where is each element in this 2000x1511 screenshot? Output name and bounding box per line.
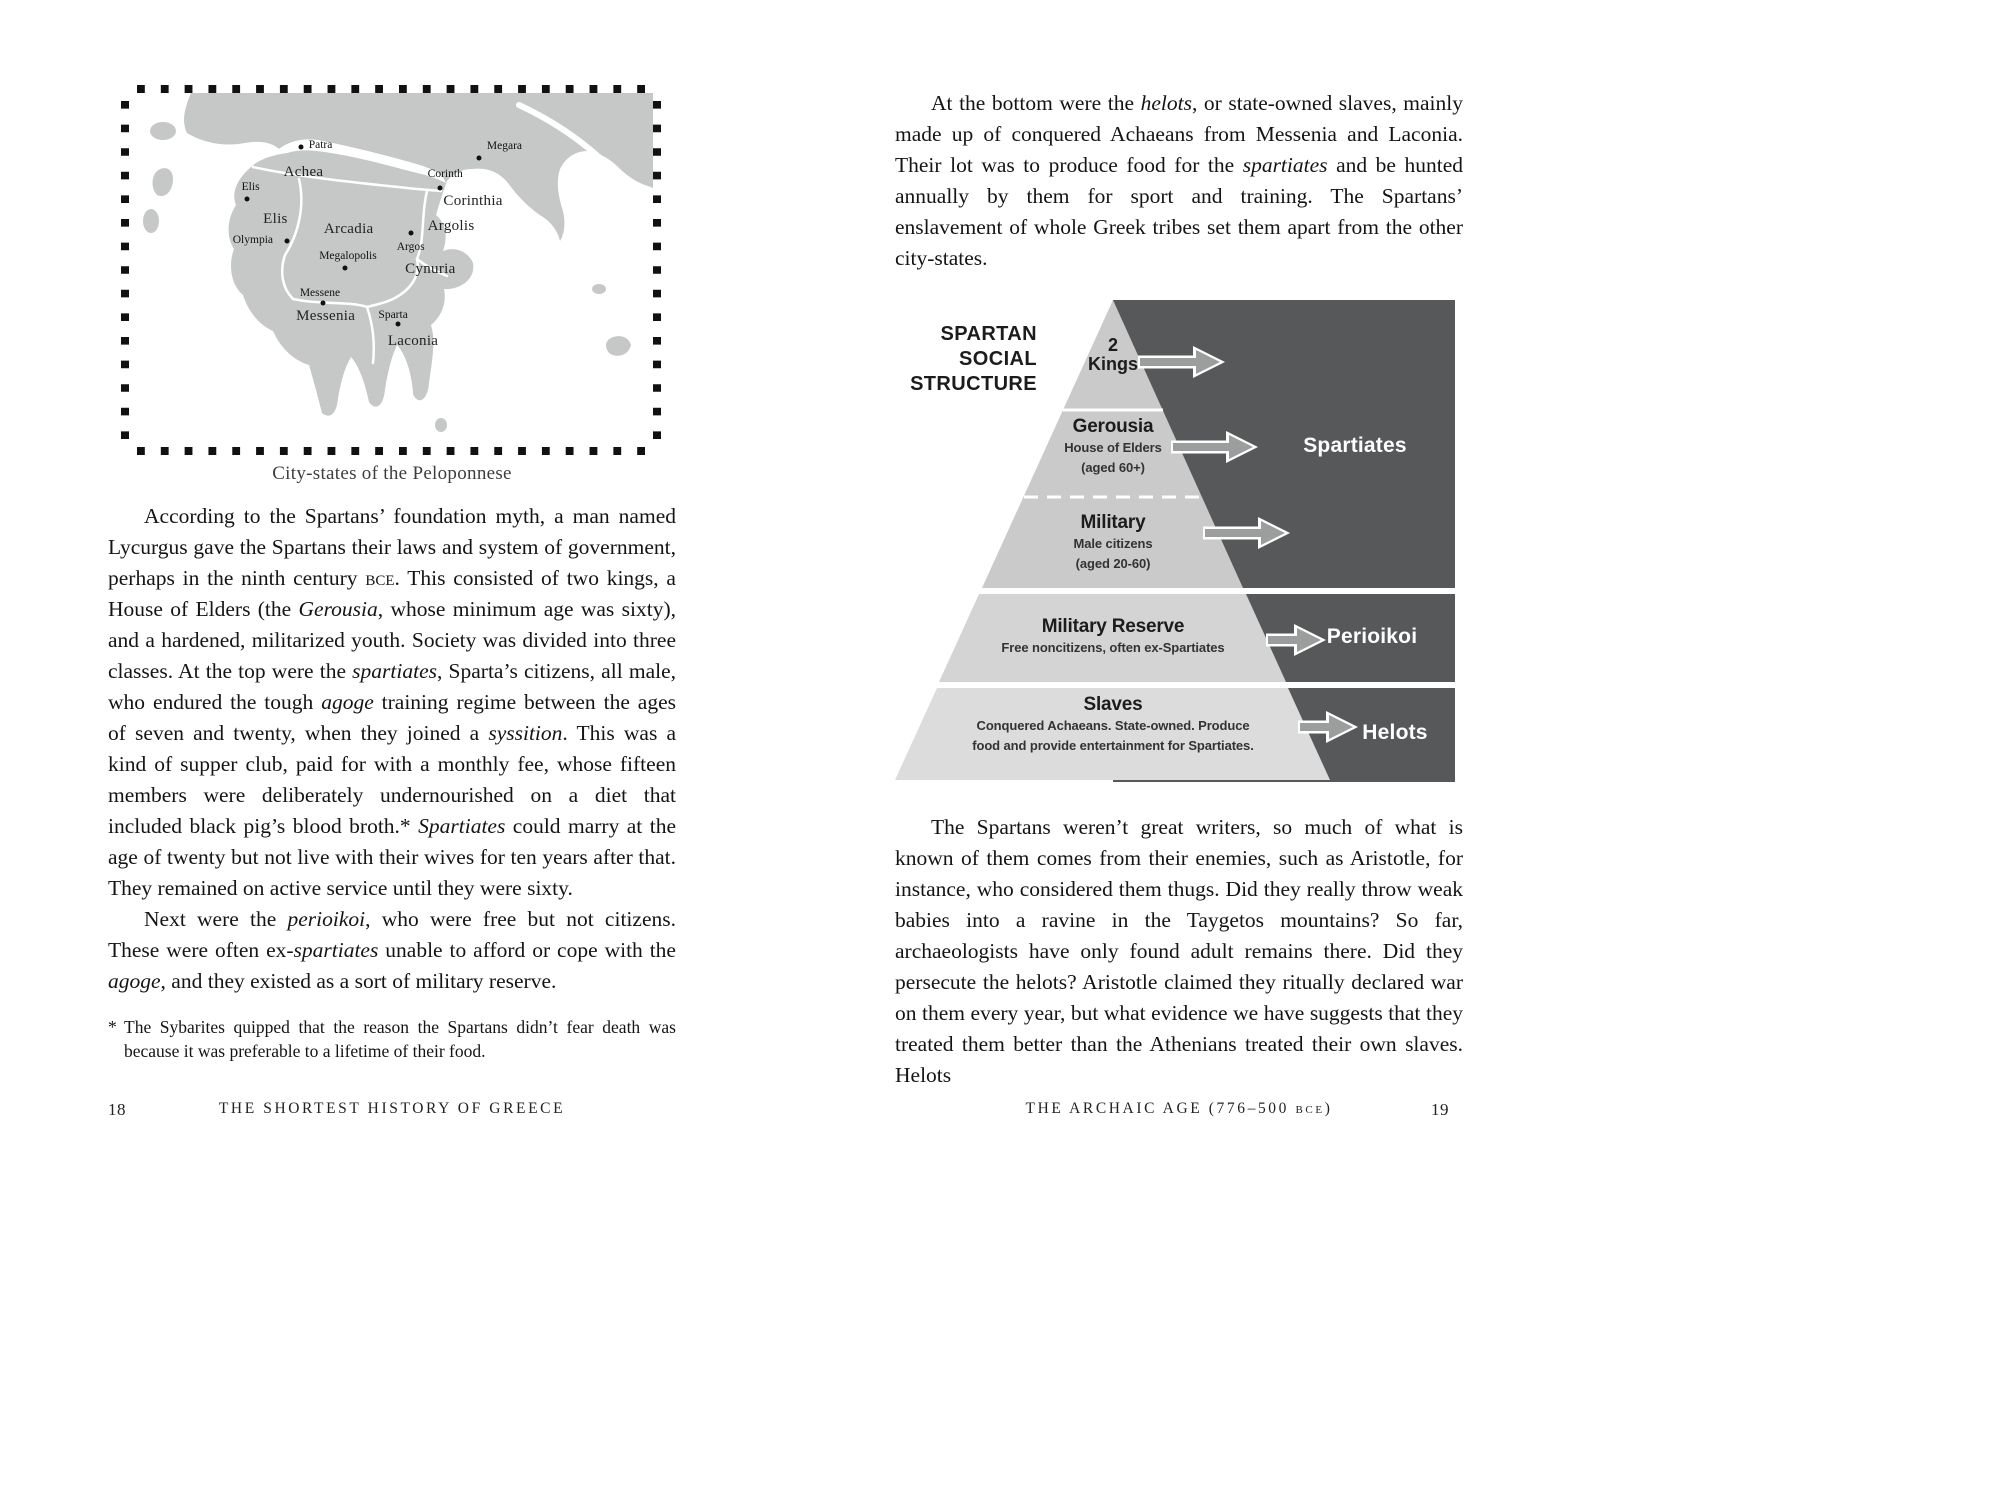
map-city-dot (437, 185, 442, 190)
italic-term: Spartiates (418, 814, 506, 838)
italic-term: spartiates (1242, 153, 1328, 177)
left-page (108, 0, 676, 1063)
map-region-label: Elis (263, 210, 288, 227)
level-military-reserve: Military Reserve Free noncitizens, often ex-Spartiates (1001, 616, 1225, 655)
footnote: * The Sybarites quipped that the reason the Spartans didn’t fear death was because it was preferable to a lifetime of their food. (108, 1017, 676, 1061)
side-label-spartiates: Spartiates (1303, 434, 1407, 457)
small-caps-term: bce (365, 566, 395, 590)
map-figure (121, 85, 661, 455)
body-paragraph: Next were the perioikoi, who were free but not citizens. These were often ex-spartiates unable to afford or cope with the agoge, and they existed as a sort of military reserve. (108, 907, 676, 993)
map-city-label: Elis (241, 180, 260, 193)
map-region-label: Arcadia (323, 221, 374, 238)
level-gerousia: Gerousia House of Elders (aged 60+) (1064, 416, 1162, 475)
map-city-label: Megalopolis (319, 249, 377, 262)
italic-term: helots (1140, 91, 1192, 115)
level-kings: 2 Kings (1087, 335, 1138, 374)
map-city-dot (477, 156, 482, 161)
running-head: THE ARCHAIC AGE (776–500 bce) (1025, 1100, 1333, 1117)
map-city-dot (408, 230, 413, 235)
map-region-label: Argolis (427, 217, 475, 234)
spartan-social-structure-diagram (895, 300, 1463, 782)
map-city-dot (395, 322, 400, 327)
map-city-label: Argos (396, 241, 425, 254)
map-city-dot (244, 196, 249, 201)
map-city-label: Olympia (232, 234, 273, 247)
map-city-dot (342, 265, 347, 270)
page-number: 19 (1431, 1100, 1449, 1119)
level-slaves: Slaves Conquered Achaeans. State-owned. Produce food and provide entertainment for Spartiates. (972, 694, 1254, 753)
italic-term: perioikoi (287, 907, 366, 931)
map-labels (129, 93, 653, 447)
map-city-dot (285, 238, 290, 243)
map-city-label: Messene (299, 287, 341, 300)
map-city-label: Megara (486, 140, 523, 153)
map-city-dot (298, 144, 303, 149)
italic-term: syssition (488, 721, 563, 745)
left-page-footer (108, 1100, 676, 1130)
map-region-label: Cynuria (405, 261, 456, 278)
page-number: 18 (108, 1100, 126, 1119)
italic-term: agoge (321, 690, 374, 714)
map-city-label: Corinth (427, 168, 463, 181)
italic-term: spartiates (352, 659, 437, 683)
footnote-marker: * (108, 1017, 117, 1037)
map-canvas (129, 93, 653, 447)
map-region-label: Laconia (387, 333, 439, 349)
italic-term: agoge (108, 969, 161, 993)
italic-term: Gerousia (298, 597, 378, 621)
map-caption: City-states of the Peloponnese (272, 463, 512, 484)
italic-term: spartiates (293, 938, 379, 962)
right-page-footer (895, 1100, 1463, 1130)
level-military: Military Male citizens (aged 20-60) (1073, 512, 1153, 571)
map-region-label: Corinthia (443, 193, 503, 210)
diagram-heading: SPARTAN SOCIAL STRUCTURE (910, 323, 1037, 395)
side-label-perioikoi: Perioikoi (1326, 625, 1418, 648)
map-city-label: Sparta (378, 308, 408, 321)
map-city-dot (320, 300, 325, 305)
map-region-label: Messenia (296, 308, 356, 325)
small-caps-term: bce (1295, 1100, 1325, 1117)
right-page (895, 0, 1463, 1091)
running-head: THE SHORTEST HISTORY OF GREECE (218, 1100, 566, 1117)
body-paragraph: According to the Spartans’ foundation myth, a man named Lycurgus gave the Spartans their laws and system of government, perhaps in the ninth century bce. This consisted of two kings, a House of Elders (the Gerousia, whose minimum age was sixty), and a hardened, militarized youth. Society was divided into three classes. At the top were the spartiates, Sparta’s citizens, all male, who endured the tough agoge training regime between the ages of seven and twenty, when they joined a syssition. This was a kind of supper club, paid for with a monthly fee, whose fifteen members were deliberately undernourished on a diet that included black pig’s blood broth.* Spartiates could marry at the age of twenty but not live with their wives for ten years after that. They remained on active service until they were sixty. (108, 504, 676, 900)
map-city-label: Patra (308, 139, 333, 152)
side-label-helots: Helots (1362, 721, 1428, 744)
map-region-label: Achea (283, 163, 324, 180)
body-paragraph: The Spartans weren’t great writers, so much of what is known of them comes from their enemies, such as Aristotle, for instance, who considered them thugs. Did they really throw weak babies into a ravine in the Taygetos mountains? So far, archaeologists have only found adult remains there. Did they persecute the helots? Aristotle claimed they ritually declared war on them every year, but what evidence we have suggests that they treated them better than the Athenians treated their own slaves. Helots (895, 815, 1463, 1087)
body-paragraph: At the bottom were the helots, or state-owned slaves, mainly made up of conquered Achaeans from Messenia and Laconia. Their lot was to produce food for the spartiates and be hunted annually by them for sport and training. The Spartans’ enslavement of whole Greek tribes set them apart from the other city-states. (895, 91, 1464, 270)
